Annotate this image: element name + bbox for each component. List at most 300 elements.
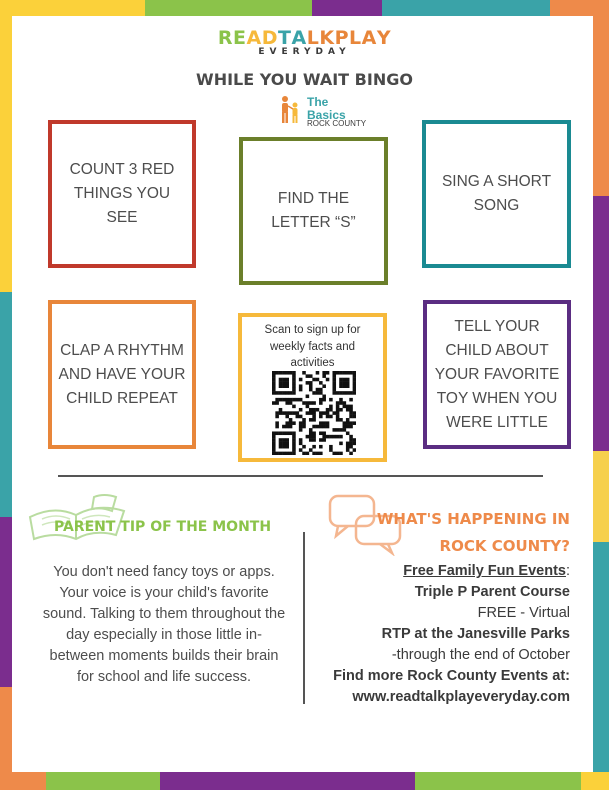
bingo-card-text: FIND THE LETTER “S” (271, 190, 356, 231)
qr-module (275, 401, 279, 405)
qr-module (282, 391, 286, 395)
qr-module (319, 431, 323, 435)
frame-top-teal (382, 0, 550, 16)
qr-module (292, 421, 296, 425)
qr-module (339, 398, 343, 402)
qr-module (329, 408, 333, 412)
qr-module (306, 452, 310, 455)
qr-module (349, 435, 353, 439)
qr-module (285, 384, 289, 388)
qr-module (343, 421, 347, 425)
qr-module (349, 415, 353, 419)
qr-module (339, 371, 343, 375)
qr-module (332, 388, 336, 392)
event2-name: RTP at the Janesville Parks (381, 626, 570, 642)
tip-body: You don't need fancy toys or apps. Your voice is your child's favorite sound. Talking to them throughout the day especially in those little in-between moments builds their brain for school and life success. (42, 564, 286, 685)
qr-module (285, 378, 289, 382)
qr-module (306, 395, 310, 399)
qr-module (282, 398, 286, 402)
qr-module (285, 438, 289, 442)
qr-module (285, 445, 289, 449)
qr-module (346, 418, 350, 422)
qr-module (343, 371, 347, 375)
qr-module (309, 388, 313, 392)
qr-module (309, 401, 313, 405)
qr-module (296, 398, 300, 402)
qr-module (319, 445, 323, 449)
qr-module (339, 418, 343, 422)
qr-module (289, 425, 293, 429)
qr-module (312, 418, 316, 422)
logo-letter: A (361, 27, 377, 49)
qr-module (316, 378, 320, 382)
qr-module (309, 428, 313, 432)
qr-module (292, 452, 296, 455)
happening-body (310, 561, 570, 708)
qr-module (299, 425, 303, 429)
qr-module (332, 411, 336, 415)
qr-module (309, 435, 313, 439)
frame-bottom-purple (160, 772, 415, 790)
qr-module (336, 415, 340, 419)
qr-module (339, 391, 343, 395)
qr-module (275, 425, 279, 429)
basics-subtitle: ROCK COUNTY (307, 119, 367, 128)
qr-module (272, 378, 276, 382)
qr-module (353, 391, 356, 395)
logo-subtitle: EVERYDAY (258, 47, 351, 57)
qr-module (299, 384, 303, 388)
logo-letter: D (261, 27, 279, 49)
family-icon (278, 95, 304, 125)
qr-module (302, 452, 306, 455)
qr-module (272, 442, 276, 446)
frame-left-teal (0, 292, 12, 517)
qr-module (349, 438, 353, 442)
qr-module (309, 408, 313, 412)
qr-module (292, 381, 296, 385)
qr-module (285, 421, 289, 425)
readtalkplay-logo (0, 27, 609, 57)
qr-module (285, 425, 289, 429)
qr-module (326, 371, 330, 375)
qr-module (285, 398, 289, 402)
qr-module (339, 408, 343, 412)
qr-module (319, 452, 323, 455)
qr-module (349, 425, 353, 429)
qr-module (332, 374, 336, 378)
qr-module (343, 391, 347, 395)
qr-module (302, 418, 306, 422)
qr-module (346, 442, 350, 446)
qr-module (282, 431, 286, 435)
events-link[interactable]: Free Family Fun Events (403, 563, 566, 579)
qr-module (339, 442, 343, 446)
qr-module (346, 371, 350, 375)
qr-module (272, 381, 276, 385)
qr-module (306, 381, 310, 385)
qr-module (272, 448, 276, 452)
qr-module (312, 435, 316, 439)
qr-module (299, 438, 303, 442)
qr-module (272, 431, 276, 435)
qr-module (282, 438, 286, 442)
qr-module (309, 431, 313, 435)
qr-module (309, 381, 313, 385)
qr-module (322, 398, 326, 402)
qr-module (275, 431, 279, 435)
qr-module (309, 438, 313, 442)
logo-letter: E (233, 27, 247, 49)
qr-module (279, 438, 283, 442)
qr-module (322, 425, 326, 429)
qr-module (353, 438, 356, 442)
qr-module (343, 425, 347, 429)
logo-letter: Y (376, 27, 392, 49)
qr-module (349, 371, 353, 375)
qr-module (299, 428, 303, 432)
bingo-card-sing-song (422, 120, 571, 268)
qr-module (312, 431, 316, 435)
qr-module (322, 374, 326, 378)
qr-module (279, 398, 283, 402)
qr-module (316, 425, 320, 429)
qr-module (279, 408, 283, 412)
qr-module (316, 371, 320, 375)
qr-module (275, 411, 279, 415)
qr-module (346, 378, 350, 382)
qr-module (339, 381, 343, 385)
qr-module (339, 378, 343, 382)
qr-module (329, 398, 333, 402)
qr-module (343, 378, 347, 382)
frame-top-yellow (0, 0, 145, 16)
qr-module (346, 405, 350, 409)
qr-module (353, 371, 356, 375)
qr-module (292, 398, 296, 402)
qr-module (306, 435, 310, 439)
qr-module (285, 381, 289, 385)
qr-module (299, 408, 303, 412)
qr-module (346, 448, 350, 452)
qr-module (292, 378, 296, 382)
qr-module (279, 384, 283, 388)
qr-module (285, 442, 289, 446)
qr-module (302, 445, 306, 449)
qr-module (299, 398, 303, 402)
qr-module (322, 421, 326, 425)
qr-module (289, 391, 293, 395)
qr-module (299, 415, 303, 419)
logo-letter: P (334, 27, 349, 49)
qr-module (332, 428, 336, 432)
qr-module (282, 452, 286, 455)
qr-module (322, 371, 326, 375)
qr-module (319, 421, 323, 425)
qr-module (343, 405, 347, 409)
qr-module (312, 391, 316, 395)
qr-module (329, 405, 333, 409)
qr-module (346, 381, 350, 385)
qr-module (329, 448, 333, 452)
qr-module (275, 371, 279, 375)
qr-module (336, 428, 340, 432)
qr-module (349, 405, 353, 409)
bingo-card-favorite-toy (423, 300, 571, 449)
qr-module (353, 415, 356, 419)
qr-module (346, 431, 350, 435)
frame-top-green (145, 0, 312, 16)
qr-module (306, 401, 310, 405)
qr-module (336, 452, 340, 455)
qr-module (312, 411, 316, 415)
frame-top-purple (312, 0, 382, 16)
qr-module (326, 415, 330, 419)
qr-module (279, 381, 283, 385)
qr-module (339, 435, 343, 439)
qr-module (339, 452, 343, 455)
qr-module (319, 415, 323, 419)
qr-caption: Scan to sign up for weekly facts and activities (264, 324, 361, 369)
more-events-label: Find more Rock County Events at: (333, 668, 570, 684)
website-link[interactable]: www.readtalkplayeveryday.com (352, 689, 570, 705)
qr-module (349, 421, 353, 425)
qr-module (289, 431, 293, 435)
qr-module (272, 438, 276, 442)
qr-module (326, 421, 330, 425)
qr-module (319, 388, 323, 392)
qr-module (296, 411, 300, 415)
qr-module (302, 371, 306, 375)
qr-module (326, 408, 330, 412)
qr-module (292, 388, 296, 392)
qr-module (332, 381, 336, 385)
bingo-card-text: TELL YOUR CHILD ABOUT YOUR FAVORITE TOY WHEN YOU WERE LITTLE (434, 317, 560, 431)
qr-module (343, 381, 347, 385)
qr-module (319, 411, 323, 415)
frame-bottom-green2 (415, 772, 581, 790)
qr-module (285, 415, 289, 419)
qr-module (279, 411, 283, 415)
qr-module (312, 415, 316, 419)
qr-module (353, 384, 356, 388)
qr-module (343, 428, 347, 432)
qr-module (282, 384, 286, 388)
qr-module (279, 442, 283, 446)
qr-module (289, 418, 293, 422)
qr-module (332, 435, 336, 439)
qr-module (282, 425, 286, 429)
page-title: WHILE YOU WAIT BINGO (196, 70, 413, 89)
qr-module (309, 374, 313, 378)
qr-module (299, 448, 303, 452)
qr-module (322, 384, 326, 388)
qr-module (322, 395, 326, 399)
logo-letter: L (306, 27, 320, 49)
qr-module (292, 431, 296, 435)
qr-module (289, 452, 293, 455)
qr-module (279, 371, 283, 375)
qr-module (285, 411, 289, 415)
qr-code-icon[interactable] (272, 371, 356, 455)
bingo-card-count-red (48, 120, 196, 268)
qr-module (302, 425, 306, 429)
qr-module (343, 401, 347, 405)
column-divider (303, 532, 305, 704)
qr-module (279, 378, 283, 382)
qr-module (292, 438, 296, 442)
bingo-card-find-letter (239, 137, 388, 285)
events-colon: : (565, 563, 570, 579)
happening-title-line2: ROCK COUNTY? (439, 537, 570, 555)
qr-module (312, 438, 316, 442)
qr-module (353, 448, 356, 452)
qr-module (319, 398, 323, 402)
qr-module (332, 391, 336, 395)
qr-module (302, 401, 306, 405)
qr-module (292, 448, 296, 452)
qr-signup-card[interactable] (238, 313, 387, 462)
qr-module (353, 411, 356, 415)
qr-module (319, 401, 323, 405)
qr-module (336, 435, 340, 439)
qr-module (292, 411, 296, 415)
qr-module (309, 384, 313, 388)
qr-module (329, 435, 333, 439)
qr-module (272, 445, 276, 449)
frame-bottom-yellow (581, 772, 609, 790)
qr-module (282, 442, 286, 446)
qr-module (306, 405, 310, 409)
qr-module (272, 371, 276, 375)
frame-right-purple (593, 196, 609, 451)
qr-module (302, 421, 306, 425)
qr-module (346, 421, 350, 425)
bingo-card-text: SING A SHORT SONG (441, 173, 552, 214)
qr-module (329, 445, 333, 449)
logo-letter: T (278, 27, 292, 49)
qr-module (319, 381, 323, 385)
qr-module (279, 431, 283, 435)
qr-module (332, 378, 336, 382)
qr-module (282, 381, 286, 385)
qr-module (312, 408, 316, 412)
qr-module (336, 405, 340, 409)
qr-module (353, 442, 356, 446)
logo-letter: K (319, 27, 335, 49)
happening-title (360, 506, 570, 560)
qr-module (336, 371, 340, 375)
qr-module (272, 435, 276, 439)
qr-module (289, 398, 293, 402)
qr-module (326, 378, 330, 382)
qr-module (299, 378, 303, 382)
qr-module (292, 445, 296, 449)
qr-module (353, 388, 356, 392)
qr-module (336, 401, 340, 405)
frame-right-teal (593, 542, 609, 790)
qr-module (285, 452, 289, 455)
qr-module (289, 421, 293, 425)
qr-module (326, 435, 330, 439)
qr-module (289, 401, 293, 405)
qr-module (272, 401, 276, 405)
qr-module (346, 445, 350, 449)
qr-module (349, 452, 353, 455)
frame-bottom-orange (0, 772, 46, 790)
event1-name: Triple P Parent Course (414, 584, 570, 600)
logo-letter: R (217, 27, 234, 49)
qr-module (272, 374, 276, 378)
basics-name-line1: The (307, 95, 329, 109)
qr-module (292, 442, 296, 446)
qr-module (282, 411, 286, 415)
logo-letter: A (246, 27, 262, 49)
qr-module (292, 384, 296, 388)
qr-module (339, 428, 343, 432)
qr-module (312, 452, 316, 455)
qr-module (275, 415, 279, 419)
qr-module (322, 411, 326, 415)
qr-module (292, 374, 296, 378)
qr-module (322, 431, 326, 435)
qr-module (312, 445, 316, 449)
qr-module (309, 418, 313, 422)
qr-module (272, 452, 276, 455)
qr-module (289, 371, 293, 375)
qr-module (349, 391, 353, 395)
qr-module (349, 398, 353, 402)
qr-module (336, 391, 340, 395)
bingo-card-clap-rhythm (48, 300, 196, 449)
qr-module (299, 421, 303, 425)
qr-module (326, 425, 330, 429)
logo-letter: L (349, 27, 362, 49)
qr-module (353, 421, 356, 425)
happening-title-line1: WHAT'S HAPPENING IN (376, 510, 570, 528)
qr-module (316, 388, 320, 392)
qr-module (346, 408, 350, 412)
qr-module (279, 445, 283, 449)
qr-module (353, 374, 356, 378)
qr-module (296, 415, 300, 419)
qr-module (275, 391, 279, 395)
qr-module (339, 401, 343, 405)
qr-module (332, 452, 336, 455)
qr-module (309, 411, 313, 415)
qr-module (329, 415, 333, 419)
qr-module (312, 401, 316, 405)
qr-module (275, 398, 279, 402)
qr-module (299, 442, 303, 446)
qr-module (316, 391, 320, 395)
the-basics-logo (278, 95, 367, 129)
qr-module (299, 388, 303, 392)
qr-module (319, 438, 323, 442)
event1-detail: FREE - Virtual (477, 605, 570, 621)
frame-right-yellow (593, 451, 609, 542)
qr-module (285, 401, 289, 405)
basics-name-line2: Basics (307, 108, 346, 122)
qr-module (292, 435, 296, 439)
qr-module (346, 384, 350, 388)
logo-letter: A (291, 27, 307, 49)
qr-module (316, 452, 320, 455)
frame-bottom-green (46, 772, 160, 790)
qr-module (279, 452, 283, 455)
tip-title: PARENT TIP OF THE MONTH (54, 519, 272, 535)
bingo-card-text: COUNT 3 RED THINGS YOU SEE (69, 161, 175, 226)
